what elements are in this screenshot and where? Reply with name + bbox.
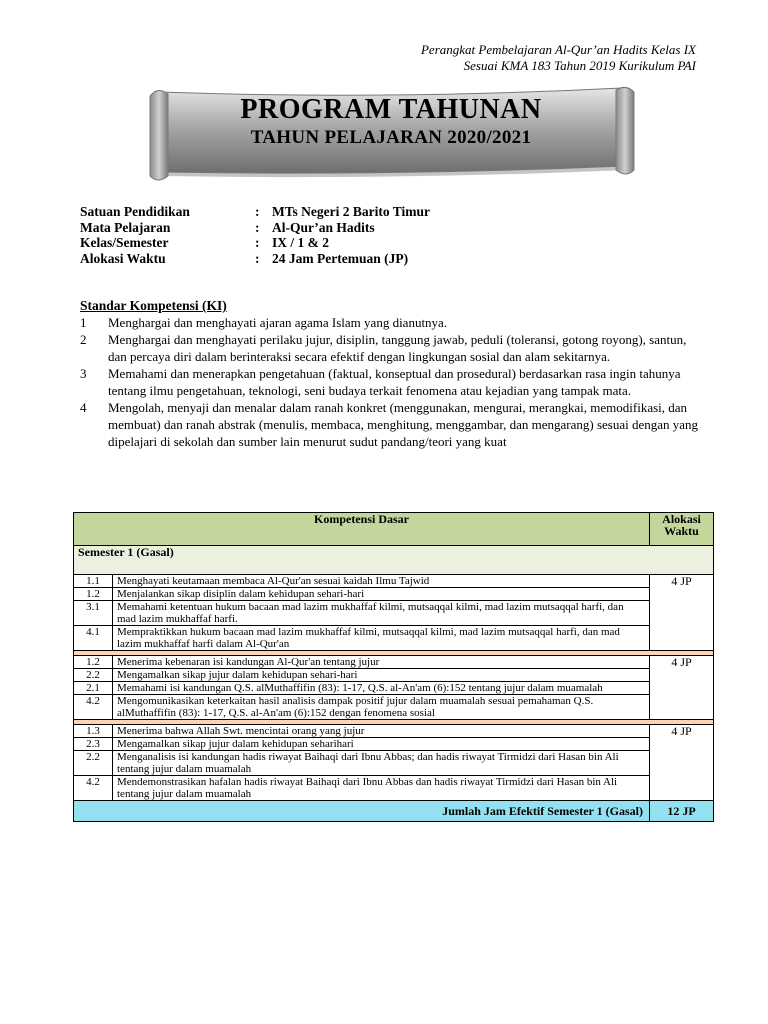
identity-label: Kelas/Semester <box>80 235 169 250</box>
kd-number: 4.1 <box>74 626 113 651</box>
alokasi-value: 4 JP <box>650 656 714 720</box>
kd-number: 1.1 <box>74 575 113 588</box>
kd-number: 2.1 <box>74 682 113 695</box>
ki-list <box>80 314 700 450</box>
identity-block <box>80 204 430 266</box>
page-title: PROGRAM TAHUNAN <box>240 94 542 125</box>
identity-row <box>80 235 430 251</box>
kd-number: 1.2 <box>74 588 113 601</box>
kd-text: Menghayati keutamaan membaca Al-Qur'an sesuai kaidah Ilmu Tajwid <box>113 575 650 588</box>
identity-label: Satuan Pendidikan <box>80 204 190 219</box>
ki-number: 4 <box>80 400 87 415</box>
alokasi-header: Alokasi Waktu <box>650 513 714 546</box>
identity-row <box>80 204 430 220</box>
kd-number: 1.3 <box>74 725 113 738</box>
identity-value: Al-Qur’an Hadits <box>272 219 375 235</box>
identity-row <box>80 220 430 236</box>
kd-text: Menjalankan sikap disiplin dalam kehidupan sehari-hari <box>113 588 650 601</box>
kd-number: 4.2 <box>74 776 113 801</box>
kd-text: Mengamalkan sikap jujur dalam kehidupan seharihari <box>113 738 650 751</box>
table-row <box>74 588 714 601</box>
alokasi-value: 4 JP <box>650 575 714 651</box>
kd-text: Menerima bahwa Allah Swt. mencintai orang yang jujur <box>113 725 650 738</box>
identity-row <box>80 251 430 267</box>
header-note <box>421 42 696 74</box>
kd-header-row <box>74 513 714 546</box>
kd-number: 1.2 <box>74 656 113 669</box>
identity-colon: : <box>255 235 260 250</box>
table-row <box>74 669 714 682</box>
kd-text: Mempraktikkan hukum bacaan mad lazim mukhaffaf kilmi, mutsaqqal kilmi, mad lazim mutsaqqal harfi, dan mad lazim mukhaffaf harfi dalam Al-Qur'an <box>113 626 650 651</box>
kd-text: Memahami ketentuan hukum bacaan mad lazim mukhaffaf kilmi, mutsaqqal kilmi, mad lazim mutsaqqal harfi, dan mad lazim mukhaffaf harfi. <box>113 601 650 626</box>
identity-label: Mata Pelajaran <box>80 219 171 235</box>
table-row <box>74 656 714 669</box>
header-note-line2: Sesuai KMA 183 Tahun 2019 Kurikulum PAI <box>463 58 696 73</box>
table-row <box>74 725 714 738</box>
ki-text: Menghargai dan menghayati ajaran agama Islam yang dianutnya. <box>108 315 448 330</box>
table-row <box>74 751 714 776</box>
identity-colon: : <box>255 250 260 266</box>
kd-text: Mengomunikasikan keterkaitan hasil analisis dampak positif jujur dalam muamalah sesuai pemahaman Q.S. alMuthaffifin (83): 1-17, Q.S. al-An'am (6):152 dengan fenomena sosial <box>113 695 650 720</box>
ki-number: 2 <box>80 332 87 347</box>
identity-label: Alokasi Waktu <box>80 250 166 266</box>
title-banner <box>146 84 636 194</box>
ki-text: Menghargai dan menghayati perilaku jujur, disiplin, tanggung jawab, peduli (toleransi, gotong royong), santun, dan percaya diri dalam berinteraksi secara efektif dengan lingkungan sosial dan alam sekitarnya. <box>108 332 687 364</box>
table-row <box>74 601 714 626</box>
table-row <box>74 575 714 588</box>
ki-text: Mengolah, menyaji dan menalar dalam ranah konkret (menggunakan, mengurai, merangkai, memodifikasi, dan membuat) dan ranah abstrak (menulis, membaca, menghitung, menggambar, dan mengarang) sesuai dengan yang dipelajari di sekolah dan sumber lain menurut sudut pandang/teori yang kuat <box>108 400 699 449</box>
kd-number: 2.2 <box>74 751 113 776</box>
semester-row <box>74 546 714 575</box>
kd-text: Menerima kebenaran isi kandungan Al-Qur'an tentang jujur <box>113 656 650 669</box>
header-note-line1: Perangkat Pembelajaran Al-Qur’an Hadits Kelas IX <box>420 42 696 57</box>
table-row <box>74 682 714 695</box>
identity-value: IX / 1 & 2 <box>272 235 329 250</box>
ki-number: 3 <box>80 366 87 381</box>
total-row <box>74 801 714 822</box>
ki-item <box>80 365 700 399</box>
kd-header: Kompetensi Dasar <box>74 513 650 546</box>
kd-number: 3.1 <box>74 601 113 626</box>
total-value: 12 JP <box>650 801 714 822</box>
total-label: Jumlah Jam Efektif Semester 1 (Gasal) <box>74 801 650 822</box>
ki-title: Standar Kompetensi (KI) <box>80 298 227 313</box>
kd-number: 4.2 <box>74 695 113 720</box>
identity-colon: : <box>255 219 260 235</box>
alokasi-value: 4 JP <box>650 725 714 801</box>
kd-table <box>73 512 714 822</box>
ki-item <box>80 331 700 365</box>
ki-text: Memahami dan menerapkan pengetahuan (faktual, konseptual dan prosedural) berdasarkan rasa ingin tahunya tentang ilmu pengetahuan, teknologi, seni budaya terkait fenomena atau kejadian yang tampak mata. <box>108 366 681 398</box>
kd-text: Memahami isi kandungan Q.S. alMuthaffifin (83): 1-17, Q.S. al-An'am (6):152 tentang jujur dalam muamalah <box>113 682 650 695</box>
kd-number: 2.2 <box>74 669 113 682</box>
semester-label: Semester 1 (Gasal) <box>74 546 714 575</box>
ki-item <box>80 314 700 331</box>
identity-value: 24 Jam Pertemuan (JP) <box>272 250 409 266</box>
kd-text: Menganalisis isi kandungan hadis riwayat Baihaqi dari Ibnu Abbas; dan hadis riwayat Tirmidzi dari Hasan bin Ali tentang jujur dalam muamalah <box>113 751 650 776</box>
ki-item <box>80 399 700 450</box>
kd-text: Mengamalkan sikap jujur dalam kehidupan sehari-hari <box>113 669 650 682</box>
table-row <box>74 695 714 720</box>
kd-text: Mendemonstrasikan hafalan hadis riwayat Baihaqi dari Ibnu Abbas dan hadis riwayat Tirmidzi dari Hasan bin Ali tentang jujur dalam muamalah <box>113 776 650 801</box>
table-row <box>74 738 714 751</box>
kd-number: 2.3 <box>74 738 113 751</box>
identity-value: MTs Negeri 2 Barito Timur <box>272 204 430 219</box>
table-row <box>74 626 714 651</box>
identity-colon: : <box>255 204 260 219</box>
ki-number: 1 <box>80 315 87 330</box>
table-row <box>74 776 714 801</box>
page-subtitle: TAHUN PELAJARAN 2020/2021 <box>250 127 532 148</box>
